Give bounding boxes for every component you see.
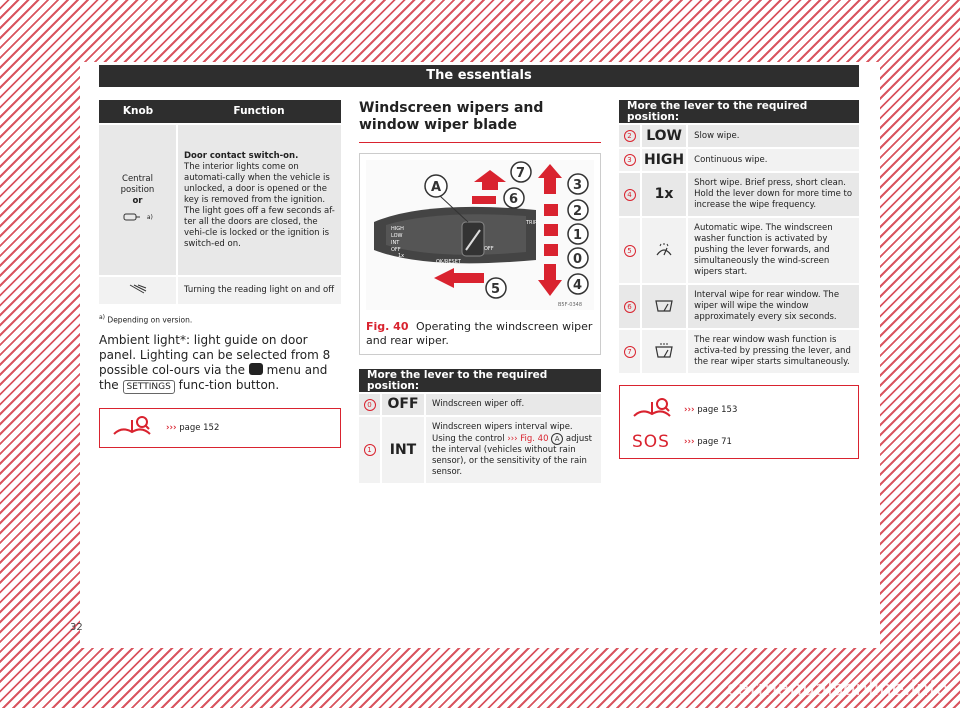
label-5: 5: [491, 282, 501, 297]
row-text: The rear window wash function is activa-ted by pressing the lever, and the rear wiper starts simultaneously.: [687, 329, 859, 373]
figure-caption: [366, 320, 594, 348]
ref-label: page 71: [697, 437, 732, 447]
pos-1-block: [544, 224, 558, 236]
position-number: 3: [624, 154, 636, 166]
car-menu-icon: [249, 363, 263, 375]
label-1: 1: [573, 228, 583, 243]
function-text: The interior lights come on automati-cally when the vehicle is unlocked, a door is opened or the key is removed from the ignition. The light goes off a few seconds af-ter all the doors are closed, the vehi-cle is locked or the ignition is switch-ed on.: [184, 161, 335, 249]
row-text: Slow wipe.: [687, 124, 859, 148]
table-row: [619, 148, 859, 172]
lever-table-1: [359, 369, 601, 483]
table-row: [99, 124, 341, 276]
column-middle: [359, 100, 601, 483]
label-0: 0: [573, 252, 583, 267]
label-high: HIGH: [391, 226, 404, 232]
label-1x: 1x: [398, 253, 405, 259]
table-row: [359, 416, 601, 483]
lever-table-header: More the lever to the required position:: [359, 369, 601, 393]
page-reference[interactable]: ››› page 153: [684, 405, 738, 415]
pos-0-block: [544, 244, 558, 256]
ambient-text-1: Ambient light*: light guide on door panel. Lighting can be selected from 8 possible col-ours via the: [99, 332, 331, 377]
ref-label: page 153: [697, 405, 738, 415]
rear-wiper-icon: [641, 284, 687, 329]
control-letter: A: [551, 433, 563, 445]
function-cell: [177, 276, 341, 304]
table-row: [619, 329, 859, 373]
book-icon: [112, 414, 152, 442]
label-4: 4: [573, 278, 583, 293]
section-title: Windscreen wipers and window wiper blade: [359, 100, 601, 143]
column-left: [99, 100, 341, 448]
label-trip: TRIP: [526, 220, 538, 226]
knob-table: [99, 100, 341, 304]
ambient-text-3: func-tion button.: [178, 377, 280, 392]
washer-icon: [641, 217, 687, 284]
table-row: [619, 284, 859, 329]
figure-number: Fig. 40: [366, 320, 409, 333]
function-header: Function: [177, 100, 341, 124]
position-number: 5: [624, 245, 636, 257]
reference-box: [619, 385, 859, 459]
pos-2-block: [544, 204, 558, 216]
table-row: [359, 393, 601, 416]
figure-link-label: Fig. 40: [520, 434, 549, 444]
wiper-lever-figure: [366, 160, 594, 310]
table-row: [619, 124, 859, 148]
position-number: 1: [364, 444, 376, 456]
row-text: Windscreen wiper off.: [425, 393, 601, 416]
press-bar-6: [472, 196, 496, 204]
reference-box: [99, 408, 341, 448]
function-title: Door contact switch-on.: [184, 150, 299, 161]
ambient-text-2: menu and the: [99, 362, 328, 392]
column-right: [619, 100, 859, 459]
knob-sup: a): [146, 213, 153, 221]
row-text: Short wipe. Brief press, short clean. Hold the lever down for more time to increase the wipe frequency.: [687, 172, 859, 217]
footnote: [99, 314, 341, 325]
label-2: 2: [573, 204, 583, 219]
function-text: Turning the reading light on and off: [184, 285, 335, 295]
footnote-text: Depending on version.: [107, 315, 193, 325]
page-reference[interactable]: ››› page 71: [684, 437, 732, 447]
figure-code: B5F-0348: [558, 302, 583, 308]
row-text: Automatic wipe. The windscreen washer function is activated by pushing the lever forwards, and simultaneously the wind-screen wipers start.: [687, 217, 859, 284]
label-low: LOW: [391, 233, 403, 239]
label-ok-reset: OK/RESET: [436, 259, 461, 265]
lever-table-2: [619, 100, 859, 373]
position-number: 6: [624, 301, 636, 313]
settings-key: SETTINGS: [123, 380, 175, 394]
book-icon: [632, 396, 672, 424]
symbol-high: HIGH: [641, 148, 687, 172]
position-number: 7: [624, 346, 636, 358]
label-off-2: OFF: [484, 246, 494, 252]
row-text: [425, 416, 601, 483]
knob-label: Central position: [120, 173, 155, 195]
figure-link[interactable]: ››› Fig. 40: [507, 434, 549, 444]
label-6: 6: [509, 192, 519, 207]
caption-text: Operating the windscreen wiper and rear wiper.: [366, 320, 593, 347]
label-7: 7: [516, 166, 526, 181]
page-number: 32: [70, 622, 83, 633]
figure-40: [359, 153, 601, 355]
label-off: OFF: [391, 247, 401, 253]
ambient-light-paragraph: [99, 333, 341, 394]
symbol-1x: 1x: [641, 172, 687, 217]
symbol-int: INT: [381, 416, 425, 483]
position-number: 0: [364, 399, 376, 411]
symbol-low: LOW: [641, 124, 687, 148]
knob-cell: [99, 276, 177, 304]
position-number: 2: [624, 130, 636, 142]
knob-or: or: [132, 195, 143, 206]
door-contact-icon: [105, 211, 170, 227]
knob-cell: [99, 124, 177, 276]
table-row: [99, 276, 341, 304]
table-row: [619, 217, 859, 284]
row-text-1: Windscreen wipers interval wipe. Using the control: [432, 422, 573, 444]
symbol-off: OFF: [381, 393, 425, 416]
position-number: 4: [624, 189, 636, 201]
rear-washer-icon: [641, 329, 687, 373]
table-row: [619, 172, 859, 217]
sos-icon: SOS: [632, 432, 670, 452]
function-cell: [177, 124, 341, 276]
label-int: INT: [391, 240, 400, 246]
row-text-2: adjust the interval (vehicles without rain sensor), or the sensitivity of the rain sensor.: [432, 434, 593, 477]
row-text: Interval wipe for rear window. The wiper will wipe the window approximately every six seconds.: [687, 284, 859, 329]
label-a: A: [431, 180, 442, 195]
watermark: carmanualsonline.info: [726, 676, 948, 700]
reading-light-icon: [128, 288, 148, 298]
footnote-mark: a): [99, 314, 106, 321]
knob-header: Knob: [99, 100, 177, 124]
label-3: 3: [573, 178, 583, 193]
page-reference[interactable]: ››› page 152: [166, 422, 220, 433]
row-text: Continuous wipe.: [687, 148, 859, 172]
lever-table-header: More the lever to the required position:: [619, 100, 859, 124]
page-header: The essentials: [99, 65, 859, 87]
ref-label: page 152: [179, 422, 220, 433]
